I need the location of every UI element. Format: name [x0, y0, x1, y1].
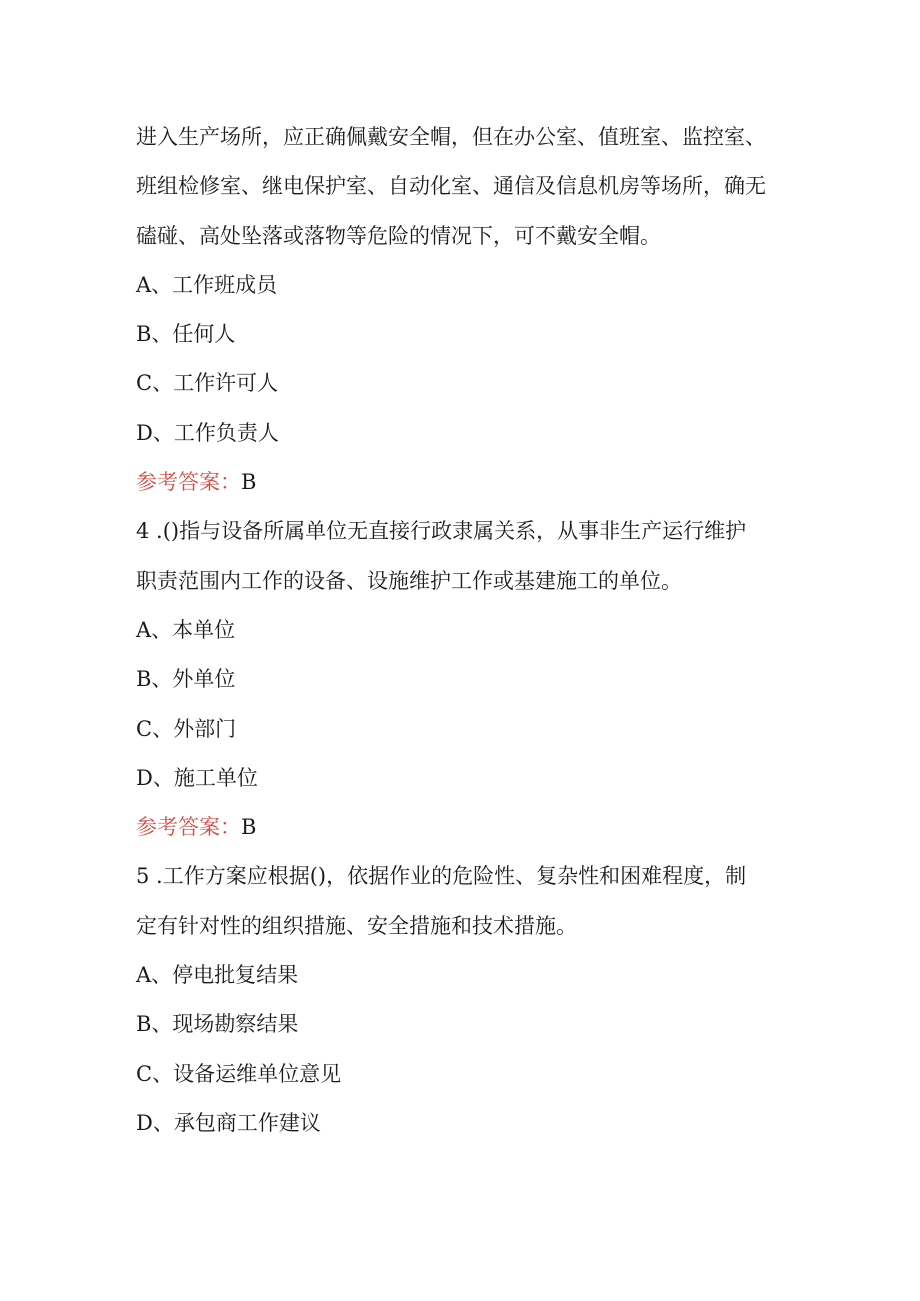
option-a: A、停电批复结果	[136, 963, 299, 988]
reference-answer	[136, 458, 796, 507]
reference-answer	[136, 803, 796, 852]
question-text-line: 磕碰、高处坠落或落物等危险的情况下，可不戴安全帽。	[136, 223, 661, 248]
option-a: A、工作班成员	[136, 272, 278, 297]
answer-label: 参考答案：	[136, 815, 241, 840]
option-b: B、外单位	[136, 667, 236, 692]
option-a: A、本单位	[136, 617, 236, 642]
question-text-line: 定有针对性的组织措施、安全措施和技术措施。	[136, 913, 577, 938]
option-b: B、任何人	[136, 322, 236, 347]
answer-label: 参考答案：	[136, 470, 241, 495]
option-c: C、外部门	[136, 716, 237, 741]
answer-value: B	[241, 815, 257, 840]
question-content	[136, 113, 796, 1148]
option-c: C、设备运维单位意见	[136, 1061, 342, 1086]
question-text-line: 班组检修室、继电保护室、自动化室、通信及信息机房等场所，确无	[136, 174, 766, 199]
option-d: D、承包商工作建议	[136, 1110, 321, 1135]
question-text-line: 5 .工作方案应根据()，依据作业的危险性、复杂性和困难程度，制	[136, 864, 747, 889]
option-c: C、工作许可人	[136, 371, 279, 396]
answer-value: B	[241, 470, 257, 495]
option-b: B、现场勘察结果	[136, 1012, 299, 1037]
question-text-line: 进入生产场所，应正确佩戴安全帽，但在办公室、值班室、监控室、	[136, 125, 766, 149]
option-d: D、工作负责人	[136, 420, 279, 445]
question-text-line: 职责范围内工作的设备、设施维护工作或基建施工的单位。	[136, 568, 682, 593]
option-d: D、施工单位	[136, 765, 258, 790]
question-text-line: 4 .()指与设备所属单位无直接行政隶属关系，从事非生产运行维护	[136, 519, 747, 544]
